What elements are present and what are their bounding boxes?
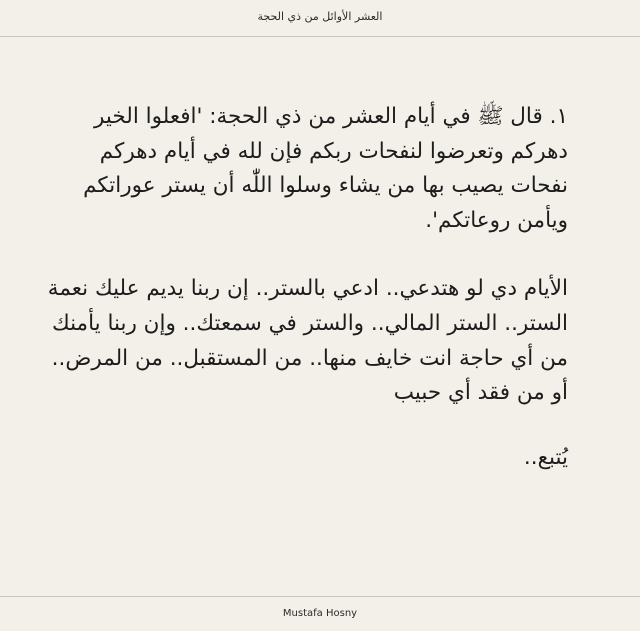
hadith-paragraph: ١. قال ﷺ في أيام العشر من ذي الحجة: 'افعلوا الخير دهركم وتعرضوا لنفحات ربكم فإن لله في أيام دهركم نفحات يصيب بها من يشاء وسلوا اللّٰه أن يستر عوراتكم ويأمن روعاتكم'. [83, 104, 568, 233]
commentary-paragraph: الأيام دي لو هتدعي.. ادعي بالستر.. إن ربنا يديم عليك نعمة الستر.. الستر المالي.. والستر في سمعتك.. وإن ربنا يأمنك من أي حاجة انت خايف منها.. من المستقبل.. من المرض.. أو من فقد أي حبيب [47, 276, 568, 406]
page-header [0, 0, 640, 37]
post-content [42, 100, 598, 475]
page-footer [0, 596, 640, 631]
header-title: العشر الأوائل من ذي الحجة [257, 9, 383, 23]
author-name: Mustafa Hosny [282, 607, 358, 619]
to-be-continued: يُتبع.. [523, 444, 568, 470]
